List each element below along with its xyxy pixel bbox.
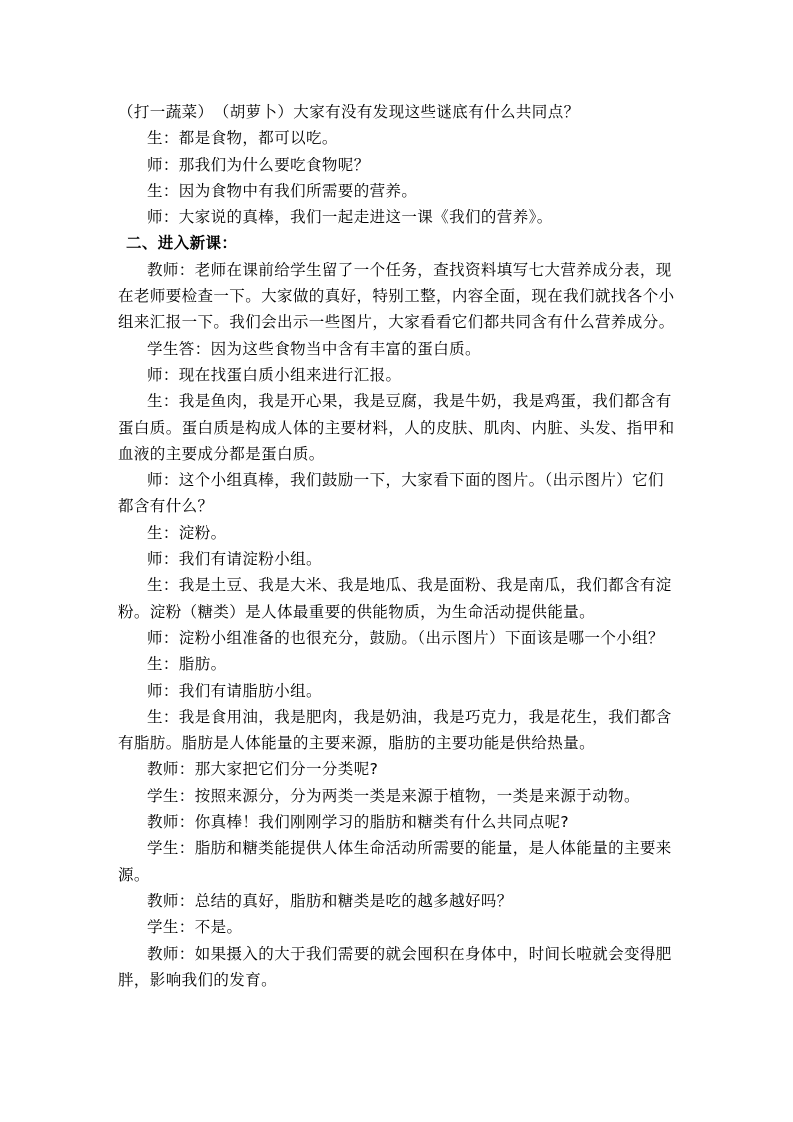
paragraph: 学生：不是。	[147, 918, 243, 937]
paragraph: （打一蔬菜） （胡萝卜）大家有没有发现这些谜底有什么共同点？	[118, 103, 580, 121]
paragraph: 生：我是土豆、我是大米、我是地瓜、我是面粉、我是南瓜，我们都含有淀粉。淀粉（糖类）是人体最重要的供能物质，为生命活动提供能量。	[118, 576, 672, 621]
paragraph: 教师：那大家把它们分一分类呢?	[147, 760, 379, 779]
paragraph: 生：因为食物中有我们所需要的营养。	[147, 181, 418, 200]
paragraph: 师：大家说的真棒，我们一起走进这一课《我们的营养》。	[147, 208, 553, 227]
paragraph: 生：淀粉。	[147, 523, 227, 542]
paragraph: 生：我是食用油，我是肥肉，我是奶油，我是巧克力，我是花生，我们都含有脂肪。脂肪是人体能量的主要来源，脂肪的主要功能是供给热量。	[118, 707, 672, 753]
paragraph: 师：那我们为什么要吃食物呢？	[147, 155, 370, 174]
paragraph: 生：都是食物，都可以吃。	[147, 129, 338, 148]
paragraph: 教师：如果摄入的大于我们需要的就会囤积在身体中，时间长啦就会变得肥胖，影响我们的发育。	[118, 944, 672, 989]
paragraph: 师：淀粉小组准备的也很充分，鼓励。（出示图片）下面该是哪一个小组？	[147, 628, 664, 647]
paragraph: 师：我们有请脂肪小组。	[147, 681, 322, 700]
paragraph: 学生：脂肪和糖类能提供人体生命活动所需要的能量，是人体能量的主要来源。	[118, 839, 672, 884]
paragraph: 师：我们有请淀粉小组。	[147, 550, 322, 569]
paragraph: 生：脂肪。	[147, 655, 227, 674]
paragraph: 师：现在找蛋白质小组来进行汇报。	[147, 365, 402, 384]
paragraph: 教师：总结的真好，脂肪和糖类是吃的越多越好吗？	[147, 891, 513, 910]
paragraph: 师：这个小组真棒，我们鼓励一下，大家看下面的图片。（出示图片）它们都含有什么？	[118, 471, 664, 516]
document-body	[118, 99, 678, 993]
section-heading: 二、进入新课：	[126, 234, 238, 253]
paragraph: 学生：按照来源分，分为两类一类是来源于植物，一类是来源于动物。	[147, 786, 640, 805]
paragraph: 教师：老师在课前给学生留了一个任务，查找资料填写七大营养成分表，现在老师要检查一下。大家做的真好，特别工整，内容全面，现在我们就找各个小组来汇报一下。我们会出示一些图片，大家看看它们都共同含有什么营养成分。	[118, 260, 675, 332]
paragraph: 学生答：因为这些食物当中含有丰富的蛋白质。	[147, 339, 481, 358]
paragraph: 教师：你真棒！我们刚刚学习的脂肪和糖类有什么共同点呢?	[147, 813, 570, 832]
paragraph: 生：我是鱼肉，我是开心果，我是豆腐，我是牛奶，我是鸡蛋，我们都含有蛋白质。蛋白质是构成人体的主要材料，人的皮肤、肌肉、内脏、头发、指甲和血液的主要成分都是蛋白质。	[118, 392, 675, 463]
